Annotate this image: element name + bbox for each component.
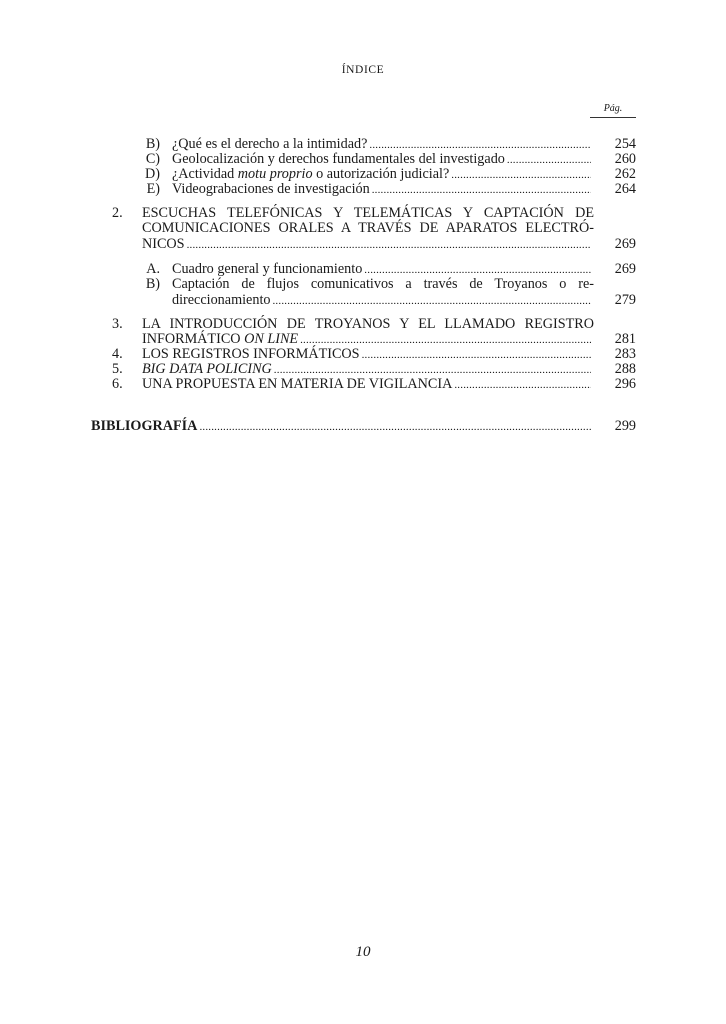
toc-entry-label: B) xyxy=(145,136,160,152)
dot-leader xyxy=(362,347,591,363)
toc-entry-label: E) xyxy=(146,181,160,197)
toc-entry-page: 288 xyxy=(614,361,636,377)
dot-leader xyxy=(451,167,591,183)
toc-entry-text-line1: LA INTRODUCCIÓN DE TROYANOS Y EL LLAMADO REGISTRO xyxy=(142,316,594,332)
toc-entry-page: 281 xyxy=(614,331,636,347)
toc-entry[interactable] xyxy=(0,167,726,182)
toc-entry[interactable] xyxy=(0,137,726,152)
toc-entry-bibliography[interactable] xyxy=(0,419,726,434)
dot-leader xyxy=(507,152,591,168)
toc-entry-text: Cuadro general y funcionamiento xyxy=(172,261,363,277)
toc-entry-text-line3: NICOS xyxy=(142,236,185,252)
toc-entry-label: 2. xyxy=(112,205,123,221)
toc-entry-text-line2: INFORMÁTICO ON LINE xyxy=(142,331,299,347)
toc-entry-page: 264 xyxy=(614,181,636,197)
toc-entry[interactable] xyxy=(0,262,726,277)
toc-entry-text-line1: ESCUCHAS TELEFÓNICAS Y TELEMÁTICAS Y CAPTACIÓN DE xyxy=(142,205,594,221)
toc-entry-text-line2: direccionamiento xyxy=(172,292,271,308)
toc-entry-label: B) xyxy=(145,276,160,292)
toc-entry-page: 260 xyxy=(614,151,636,167)
toc-entry-text: BIBLIOGRAFÍA xyxy=(91,418,198,434)
toc-entry[interactable] xyxy=(0,347,726,362)
toc-entry-label: C) xyxy=(145,151,160,167)
dot-leader xyxy=(199,419,591,435)
toc-entry-text: Geolocalización y derechos fundamentales del investigado xyxy=(172,151,505,167)
toc-entry-label: D) xyxy=(145,166,160,182)
toc-entry-page: 269 xyxy=(614,236,636,252)
toc-entry[interactable] xyxy=(0,362,726,377)
toc-entry-page: 279 xyxy=(614,292,636,308)
toc-entry-label: 6. xyxy=(112,376,123,392)
toc-entry-label: 5. xyxy=(112,361,123,377)
toc-entry-text: LOS REGISTROS INFORMÁTICOS xyxy=(142,346,360,362)
toc-entry-text: ¿Qué es el derecho a la intimidad? xyxy=(172,136,368,152)
toc-entry-text: ¿Actividad motu proprio o autorización judicial? xyxy=(172,166,450,182)
toc-entry-label: 3. xyxy=(112,316,123,332)
toc-entry-page: 262 xyxy=(614,166,636,182)
toc-entry-text-line2: COMUNICACIONES ORALES A TRAVÉS DE APARATOS ELECTRÓ- xyxy=(142,220,594,236)
dot-leader xyxy=(187,237,591,253)
toc-entry-page: 299 xyxy=(614,418,636,434)
toc-entry-page: 296 xyxy=(614,376,636,392)
page-column-label: Pág. xyxy=(590,103,636,118)
toc-entry-text: Videograbaciones de investigación xyxy=(172,181,370,197)
dot-leader xyxy=(372,182,591,198)
toc-entry-label: 4. xyxy=(112,346,123,362)
toc-entry-text-line1: Captación de flujos comunicativos a través de Troyanos o re- xyxy=(172,276,594,292)
toc-entry-text: UNA PROPUESTA EN MATERIA DE VIGILANCIA xyxy=(142,376,453,392)
toc-entry-page: 269 xyxy=(614,261,636,277)
page-header-title: ÍNDICE xyxy=(341,64,385,76)
toc-entry[interactable] xyxy=(0,152,726,167)
dot-leader xyxy=(272,293,591,309)
toc-entry[interactable] xyxy=(0,182,726,197)
toc-entry[interactable] xyxy=(0,377,726,392)
toc-entry-page: 254 xyxy=(614,136,636,152)
toc-entry-label: A. xyxy=(146,261,160,277)
toc-entry-page: 283 xyxy=(614,346,636,362)
page-number: 10 xyxy=(355,944,371,960)
toc-entry-text: BIG DATA POLICING xyxy=(142,361,272,377)
dot-leader xyxy=(454,377,591,393)
